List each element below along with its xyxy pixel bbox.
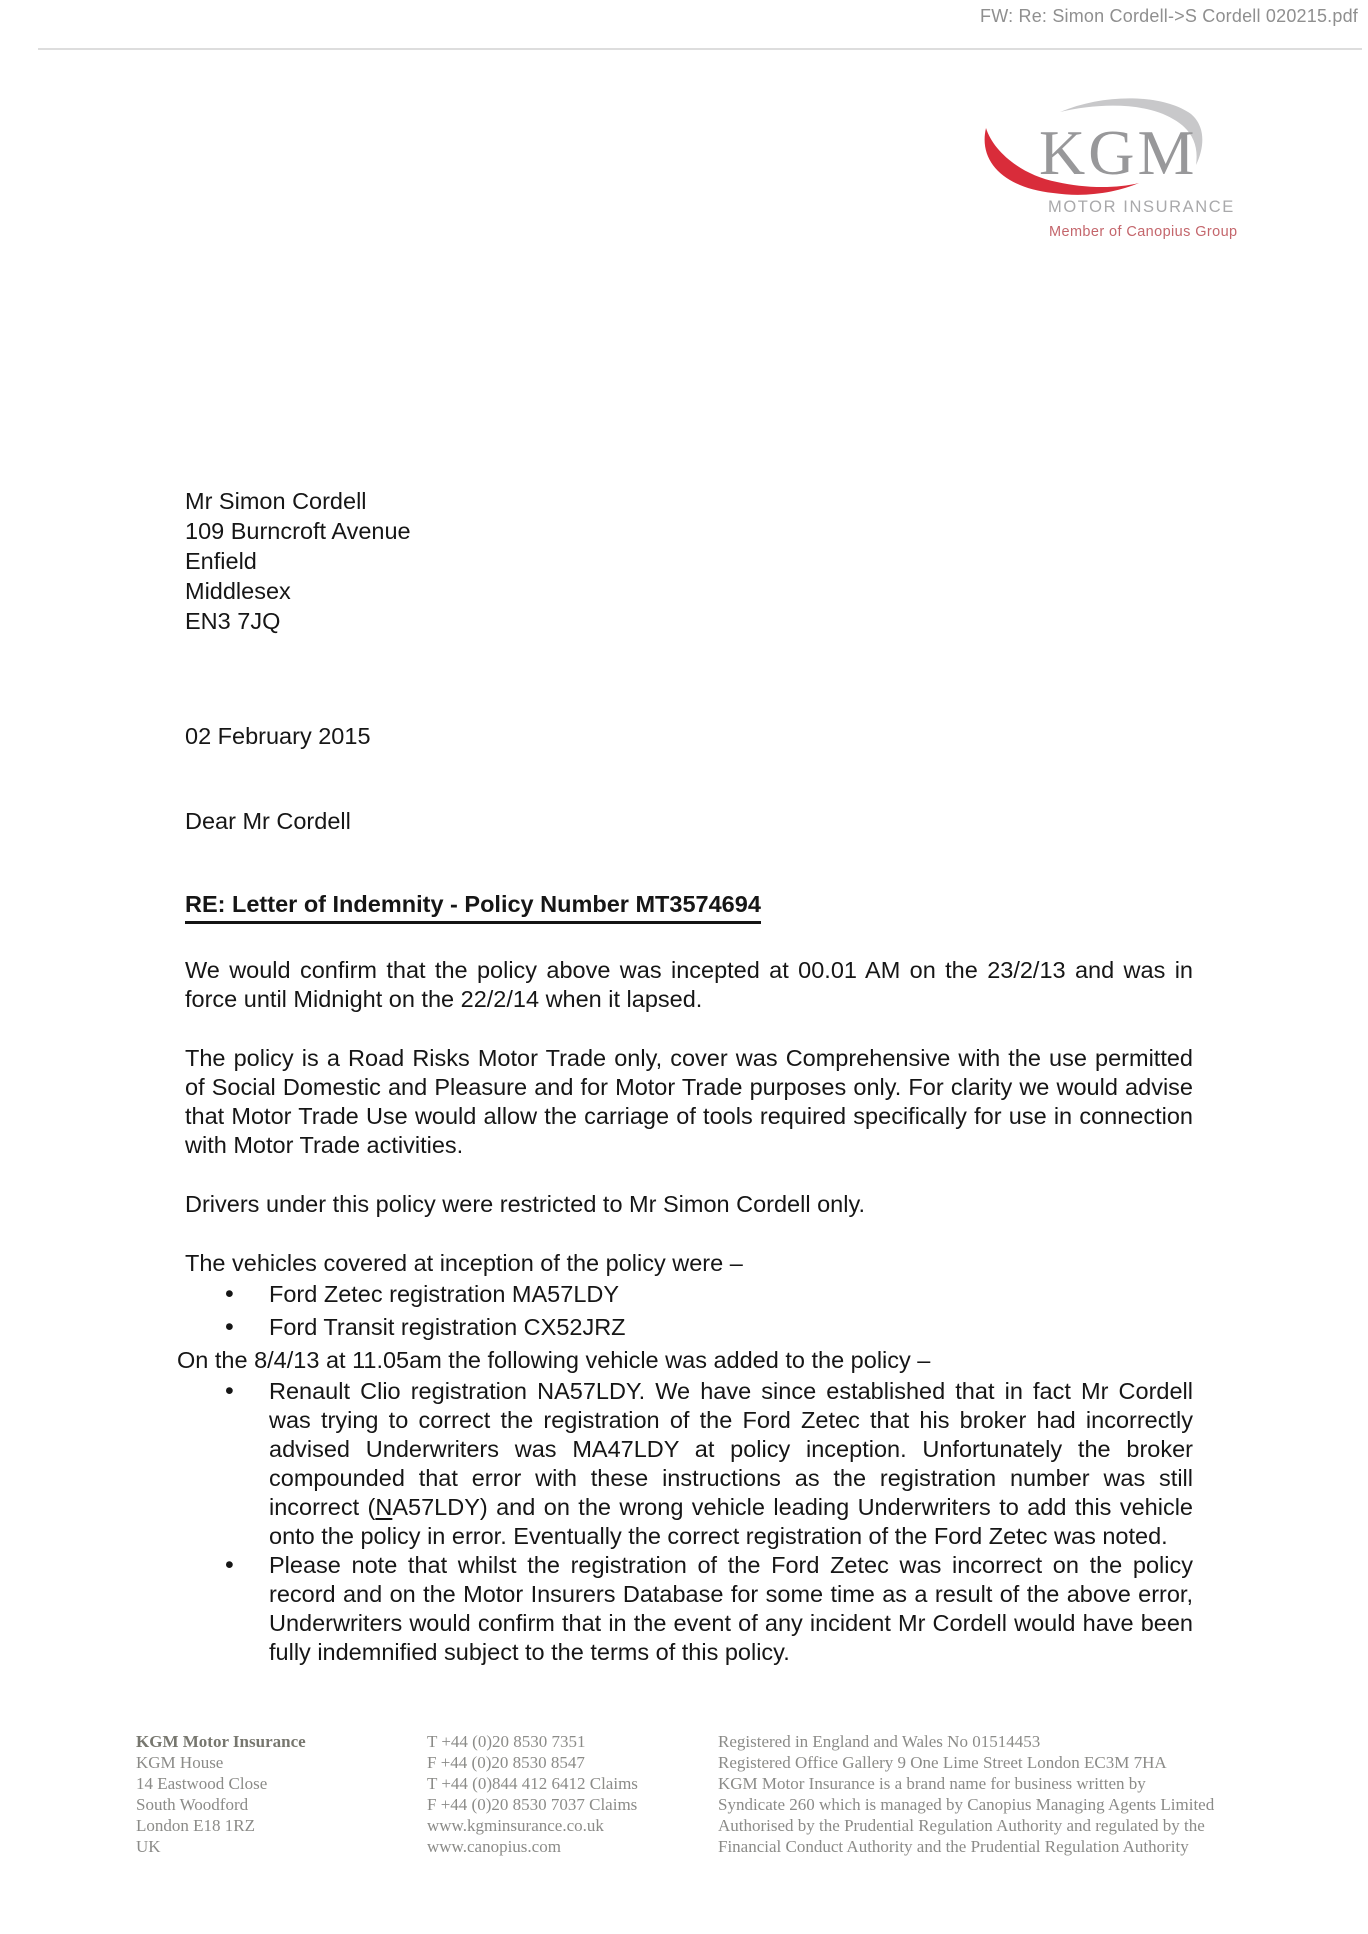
footer-address-line: UK bbox=[136, 1837, 161, 1856]
letter-date: 02 February 2015 bbox=[185, 723, 371, 749]
indemnity-note-item: • Please note that whilst the registration of the Ford Zetec was incorrect on the policy record and on the Motor Insurers Database for some time as a result of the above error, Underwriters would confirm that in the event of any incident Mr Cordell would have been fully indemnified subject to the terms of this policy. bbox=[269, 1551, 1193, 1667]
added-vehicle-list bbox=[185, 1377, 1193, 1667]
vehicle-item-zetec: • Ford Zetec registration MA57LDY bbox=[269, 1278, 1193, 1311]
paragraph-drivers: Drivers under this policy were restricted to Mr Simon Cordell only. bbox=[185, 1191, 865, 1217]
vehicle-item-transit: • Ford Transit registration CX52JRZ bbox=[269, 1311, 1193, 1344]
footer-claims-fax: F +44 (0)20 8530 7037 Claims bbox=[427, 1795, 638, 1814]
kgm-logo-graphic bbox=[965, 92, 1250, 197]
header-divider bbox=[38, 48, 1362, 50]
logo-tagline: MOTOR INSURANCE bbox=[1048, 198, 1235, 216]
footer-legal-line: Syndicate 260 which is managed by Canopius Managing Agents Limited bbox=[718, 1795, 1215, 1814]
footer-fax: F +44 (0)20 8530 8547 bbox=[427, 1753, 585, 1772]
kgm-logo bbox=[965, 92, 1265, 257]
footer-address-line: London E18 1RZ bbox=[136, 1816, 255, 1835]
pdf-filename: FW: Re: Simon Cordell->S Cordell 020215.pdf bbox=[980, 6, 1358, 26]
vehicle-added-line: On the 8/4/13 at 11.05am the following vehicle was added to the policy – bbox=[177, 1347, 931, 1373]
recipient-address bbox=[185, 486, 411, 636]
footer-address-column bbox=[136, 1731, 306, 1857]
footer-address-line: South Woodford bbox=[136, 1795, 249, 1814]
renault-underlined-letter: N bbox=[375, 1494, 393, 1520]
footer-phone: T +44 (0)20 8530 7351 bbox=[427, 1732, 586, 1751]
footer-legal-column bbox=[718, 1731, 1214, 1857]
footer-legal-line: KGM Motor Insurance is a brand name for business written by bbox=[718, 1774, 1146, 1793]
renault-text-1: Renault Clio registration NA57LDY. We have since established that in fact Mr Cordell was trying to correct the registration of the Ford Zetec that his broker had incorrectly advised Underwriters was MA47LDY at policy inception. Unfortunately the broker compounded that error with these instructions as the registration number was still incorrect ( bbox=[269, 1378, 1193, 1520]
paragraph-cover: The policy is a Road Risks Motor Trade only, cover was Comprehensive with the use permitted of Social Domestic and Pleasure and for Motor Trade purposes only. For clarity we would advise that Motor Trade Use would allow the carriage of tools required specifically for use in connection with Motor Trade activities. bbox=[185, 1045, 1193, 1158]
recipient-street: 109 Burncroft Avenue bbox=[185, 518, 411, 544]
footer-legal-line: Authorised by the Prudential Regulation Authority and regulated by the bbox=[718, 1816, 1205, 1835]
footer-address-line: 14 Eastwood Close bbox=[136, 1774, 268, 1793]
renault-text-2: A57LDY) and on the wrong vehicle leading Underwriters to add this vehicle onto the policy in error. Eventually the correct registration of the Ford Zetec was noted. bbox=[269, 1494, 1193, 1549]
footer-legal-line: Registered Office Gallery 9 One Lime Street London EC3M 7HA bbox=[718, 1753, 1167, 1772]
paragraph-inception: We would confirm that the policy above was incepted at 00.01 AM on the 23/2/13 and was in force until Midnight on the 22/2/14 when it lapsed. bbox=[185, 957, 1193, 1012]
vehicles-intro: The vehicles covered at inception of the policy were – bbox=[185, 1250, 743, 1276]
footer-address-line: KGM House bbox=[136, 1753, 224, 1772]
footer-website-kgm: www.kgminsurance.co.uk bbox=[427, 1816, 604, 1835]
footer-legal-line: Financial Conduct Authority and the Prudential Regulation Authority bbox=[718, 1837, 1189, 1856]
letter-body bbox=[177, 956, 1193, 1667]
logo-brand-text: KGM bbox=[1039, 117, 1198, 188]
vehicle-list bbox=[185, 1278, 1193, 1344]
recipient-postcode: EN3 7JQ bbox=[185, 608, 281, 634]
recipient-county: Middlesex bbox=[185, 578, 291, 604]
footer-legal-line: Registered in England and Wales No 01514453 bbox=[718, 1732, 1041, 1751]
footer-website-canopius: www.canopius.com bbox=[427, 1837, 561, 1856]
subject-line-wrap bbox=[185, 891, 761, 924]
renault-clio-item bbox=[269, 1377, 1193, 1551]
salutation: Dear Mr Cordell bbox=[185, 808, 351, 834]
logo-member-line: Member of Canopius Group bbox=[1049, 224, 1238, 240]
recipient-town: Enfield bbox=[185, 548, 257, 574]
recipient-name: Mr Simon Cordell bbox=[185, 488, 367, 514]
footer-contact-column bbox=[427, 1731, 638, 1857]
footer-company-name: KGM Motor Insurance bbox=[136, 1732, 306, 1751]
footer-claims-phone: T +44 (0)844 412 6412 Claims bbox=[427, 1774, 638, 1793]
subject-line: RE: Letter of Indemnity - Policy Number MT3574694 bbox=[185, 891, 761, 924]
